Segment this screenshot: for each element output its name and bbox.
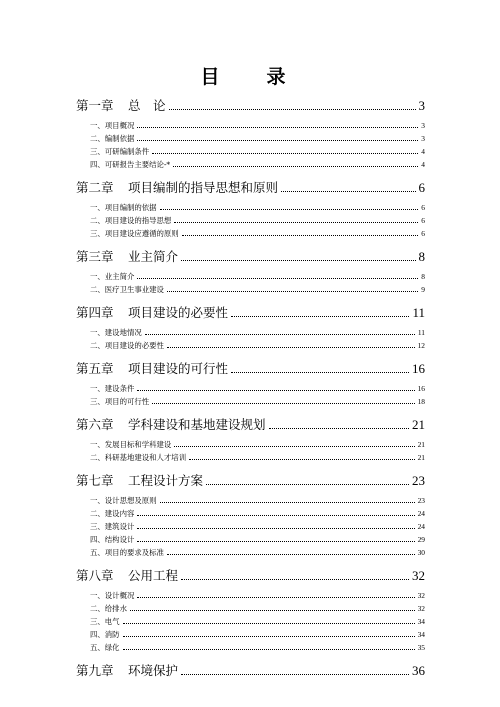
toc-chapter — [76, 359, 425, 409]
dot-leader — [169, 109, 416, 110]
section-title: 三、项目建设应遵循的原则 — [90, 229, 179, 238]
toc-section-row[interactable] — [76, 340, 425, 353]
toc-chapter-row[interactable] — [76, 359, 425, 379]
section-list — [76, 439, 425, 465]
dot-leader — [137, 541, 414, 542]
section-list — [76, 590, 425, 655]
dot-leader — [123, 649, 415, 650]
dot-leader — [167, 291, 418, 292]
dot-leader — [137, 528, 414, 529]
section-page-number: 9 — [421, 285, 425, 294]
dot-leader — [160, 502, 415, 503]
section-title: 二、建设内容 — [90, 509, 135, 518]
dot-leader — [137, 127, 418, 128]
section-page-number: 11 — [417, 328, 425, 337]
chapter-number: 第七章 — [76, 473, 114, 488]
dot-leader — [206, 484, 409, 485]
section-page-number: 24 — [417, 522, 425, 531]
dot-leader — [137, 278, 418, 279]
toc-section-row[interactable] — [76, 534, 425, 547]
section-list — [76, 202, 425, 241]
section-title: 二、给排水 — [90, 604, 127, 613]
section-title: 一、业主简介 — [90, 272, 135, 281]
dot-leader — [123, 636, 415, 637]
toc-section-row[interactable] — [76, 547, 425, 560]
dot-leader — [123, 623, 415, 624]
chapter-page-number: 36 — [412, 663, 425, 678]
section-title: 一、建设条件 — [90, 384, 135, 393]
chapter-title: 总 论 — [128, 98, 166, 113]
chapter-number: 第三章 — [76, 249, 114, 264]
toc-chapter — [76, 471, 425, 560]
toc-section-row[interactable] — [76, 439, 425, 452]
toc-chapter-row[interactable] — [76, 566, 425, 586]
chapter-title: 项目建设的可行性 — [128, 361, 229, 376]
section-title: 五、项目的要求及标准 — [90, 548, 164, 557]
toc-chapter-row[interactable] — [76, 415, 425, 435]
toc-section-row[interactable] — [76, 215, 425, 228]
toc-section-row[interactable] — [76, 603, 425, 616]
dot-leader — [173, 166, 418, 167]
chapter-title: 项目建设的必要性 — [128, 305, 229, 320]
toc-chapter — [76, 96, 425, 172]
dot-leader — [137, 140, 418, 141]
section-title: 一、发展目标和学科建设 — [90, 440, 172, 449]
toc-section-row[interactable] — [76, 383, 425, 396]
toc-chapter — [76, 661, 425, 681]
section-title: 二、项目建设的指导思想 — [90, 216, 172, 225]
section-title: 二、科研基地建设和人才培训 — [90, 453, 187, 462]
section-list — [76, 495, 425, 560]
section-page-number: 23 — [417, 496, 425, 505]
section-title: 四、可研报告主要结论-* — [90, 160, 171, 169]
section-page-number: 4 — [421, 147, 425, 156]
dot-leader — [160, 209, 419, 210]
section-list — [76, 383, 425, 409]
chapter-page-number: 23 — [412, 473, 425, 488]
section-page-number: 6 — [421, 216, 425, 225]
dot-leader — [182, 235, 419, 236]
chapter-title: 工程设计方案 — [128, 473, 204, 488]
chapter-title: 业主简介 — [128, 249, 179, 264]
chapter-page-number: 32 — [412, 568, 425, 583]
section-title: 一、项目概况 — [90, 121, 135, 130]
toc-section-row[interactable] — [76, 642, 425, 655]
section-list — [76, 327, 425, 353]
dot-leader — [137, 597, 414, 598]
toc-section-row[interactable] — [76, 508, 425, 521]
toc-chapter-row[interactable] — [76, 96, 425, 116]
section-title: 三、项目的可行性 — [90, 397, 150, 406]
toc-section-row[interactable] — [76, 521, 425, 534]
section-page-number: 21 — [417, 440, 425, 449]
dot-leader — [174, 222, 418, 223]
section-page-number: 4 — [421, 160, 425, 169]
toc-section-row[interactable] — [76, 590, 425, 603]
toc-section-row[interactable] — [76, 284, 425, 297]
toc-chapter — [76, 566, 425, 655]
section-title: 四、结构设计 — [90, 535, 135, 544]
toc-section-row[interactable] — [76, 327, 425, 340]
toc-section-row[interactable] — [76, 120, 425, 133]
toc-section-row[interactable] — [76, 495, 425, 508]
section-title: 二、项目建设的必要性 — [90, 341, 164, 350]
section-page-number: 6 — [421, 229, 425, 238]
dot-leader — [167, 554, 415, 555]
toc-chapter-row[interactable] — [76, 247, 425, 267]
section-title: 一、设计思想及原则 — [90, 496, 157, 505]
toc-section-row[interactable] — [76, 228, 425, 241]
chapter-title: 环境保护 — [128, 663, 179, 678]
chapter-page-number: 3 — [418, 98, 425, 113]
section-page-number: 32 — [417, 604, 425, 613]
dot-leader — [137, 390, 414, 391]
chapter-number: 第一章 — [76, 98, 114, 113]
toc-chapter — [76, 303, 425, 353]
toc-section-row[interactable] — [76, 133, 425, 146]
section-title: 三、建筑设计 — [90, 522, 135, 531]
toc-section-row[interactable] — [76, 616, 425, 629]
section-page-number: 3 — [421, 134, 425, 143]
section-title: 一、项目编制的依据 — [90, 203, 157, 212]
dot-leader — [181, 674, 409, 675]
section-title: 三、电气 — [90, 617, 120, 626]
toc-section-row[interactable] — [76, 159, 425, 172]
toc-section-row[interactable] — [76, 271, 425, 284]
dot-leader — [167, 347, 415, 348]
section-title: 二、医疗卫生事业建设 — [90, 285, 164, 294]
chapter-number: 第六章 — [76, 417, 114, 432]
chapter-number: 第二章 — [76, 180, 114, 195]
section-title: 五、绿化 — [90, 643, 120, 652]
dot-leader — [181, 579, 409, 580]
chapter-number: 第四章 — [76, 305, 114, 320]
toc-chapter-row[interactable] — [76, 303, 425, 323]
chapter-page-number: 21 — [412, 417, 425, 432]
toc-section-row[interactable] — [76, 629, 425, 642]
section-list — [76, 271, 425, 297]
dot-leader — [181, 260, 415, 261]
toc-chapter-row[interactable] — [76, 471, 425, 491]
section-page-number: 21 — [417, 453, 425, 462]
toc-chapter-row[interactable] — [76, 661, 425, 681]
section-page-number: 29 — [417, 535, 425, 544]
section-title: 二、编制依据 — [90, 134, 135, 143]
chapter-title: 学科建设和基地建设规划 — [128, 417, 266, 432]
toc-section-row[interactable] — [76, 452, 425, 465]
dot-leader — [145, 334, 415, 335]
section-page-number: 3 — [421, 121, 425, 130]
dot-leader — [137, 515, 414, 516]
chapter-number: 第五章 — [76, 361, 114, 376]
chapter-number: 第八章 — [76, 568, 114, 583]
section-page-number: 18 — [417, 397, 425, 406]
toc-section-row[interactable] — [76, 202, 425, 215]
section-page-number: 34 — [417, 617, 425, 626]
dot-leader — [152, 153, 418, 154]
section-title: 一、建设地情况 — [90, 328, 142, 337]
chapter-page-number: 16 — [412, 361, 425, 376]
section-page-number: 6 — [421, 203, 425, 212]
section-page-number: 24 — [417, 509, 425, 518]
section-list — [76, 120, 425, 172]
toc-chapter — [76, 247, 425, 297]
chapter-page-number: 11 — [412, 305, 425, 320]
dot-leader — [231, 372, 409, 373]
section-page-number: 8 — [421, 272, 425, 281]
chapter-page-number: 6 — [418, 180, 425, 195]
toc-chapter-row[interactable] — [76, 178, 425, 198]
chapter-title: 项目编制的指导思想和原则 — [128, 180, 279, 195]
section-page-number: 12 — [417, 341, 425, 350]
dot-leader — [269, 428, 409, 429]
page-title: 目 录 — [200, 66, 300, 88]
dot-leader — [189, 459, 415, 460]
section-title: 一、设计概况 — [90, 591, 135, 600]
section-page-number: 16 — [417, 384, 425, 393]
section-title: 三、可研编制条件 — [90, 147, 150, 156]
toc-chapter — [76, 415, 425, 465]
chapter-title: 公用工程 — [128, 568, 179, 583]
section-page-number: 34 — [417, 630, 425, 639]
chapter-number: 第九章 — [76, 663, 114, 678]
toc-section-row[interactable] — [76, 146, 425, 159]
chapter-page-number: 8 — [418, 249, 425, 264]
dot-leader — [152, 403, 414, 404]
toc-chapter — [76, 178, 425, 241]
dot-leader — [130, 610, 415, 611]
dot-leader — [281, 191, 415, 192]
section-page-number: 35 — [417, 643, 425, 652]
section-page-number: 32 — [417, 591, 425, 600]
dot-leader — [231, 316, 409, 317]
section-title: 四、消防 — [90, 630, 120, 639]
toc-section-row[interactable] — [76, 396, 425, 409]
dot-leader — [174, 446, 414, 447]
section-page-number: 30 — [417, 548, 425, 557]
table-of-contents — [76, 96, 425, 687]
